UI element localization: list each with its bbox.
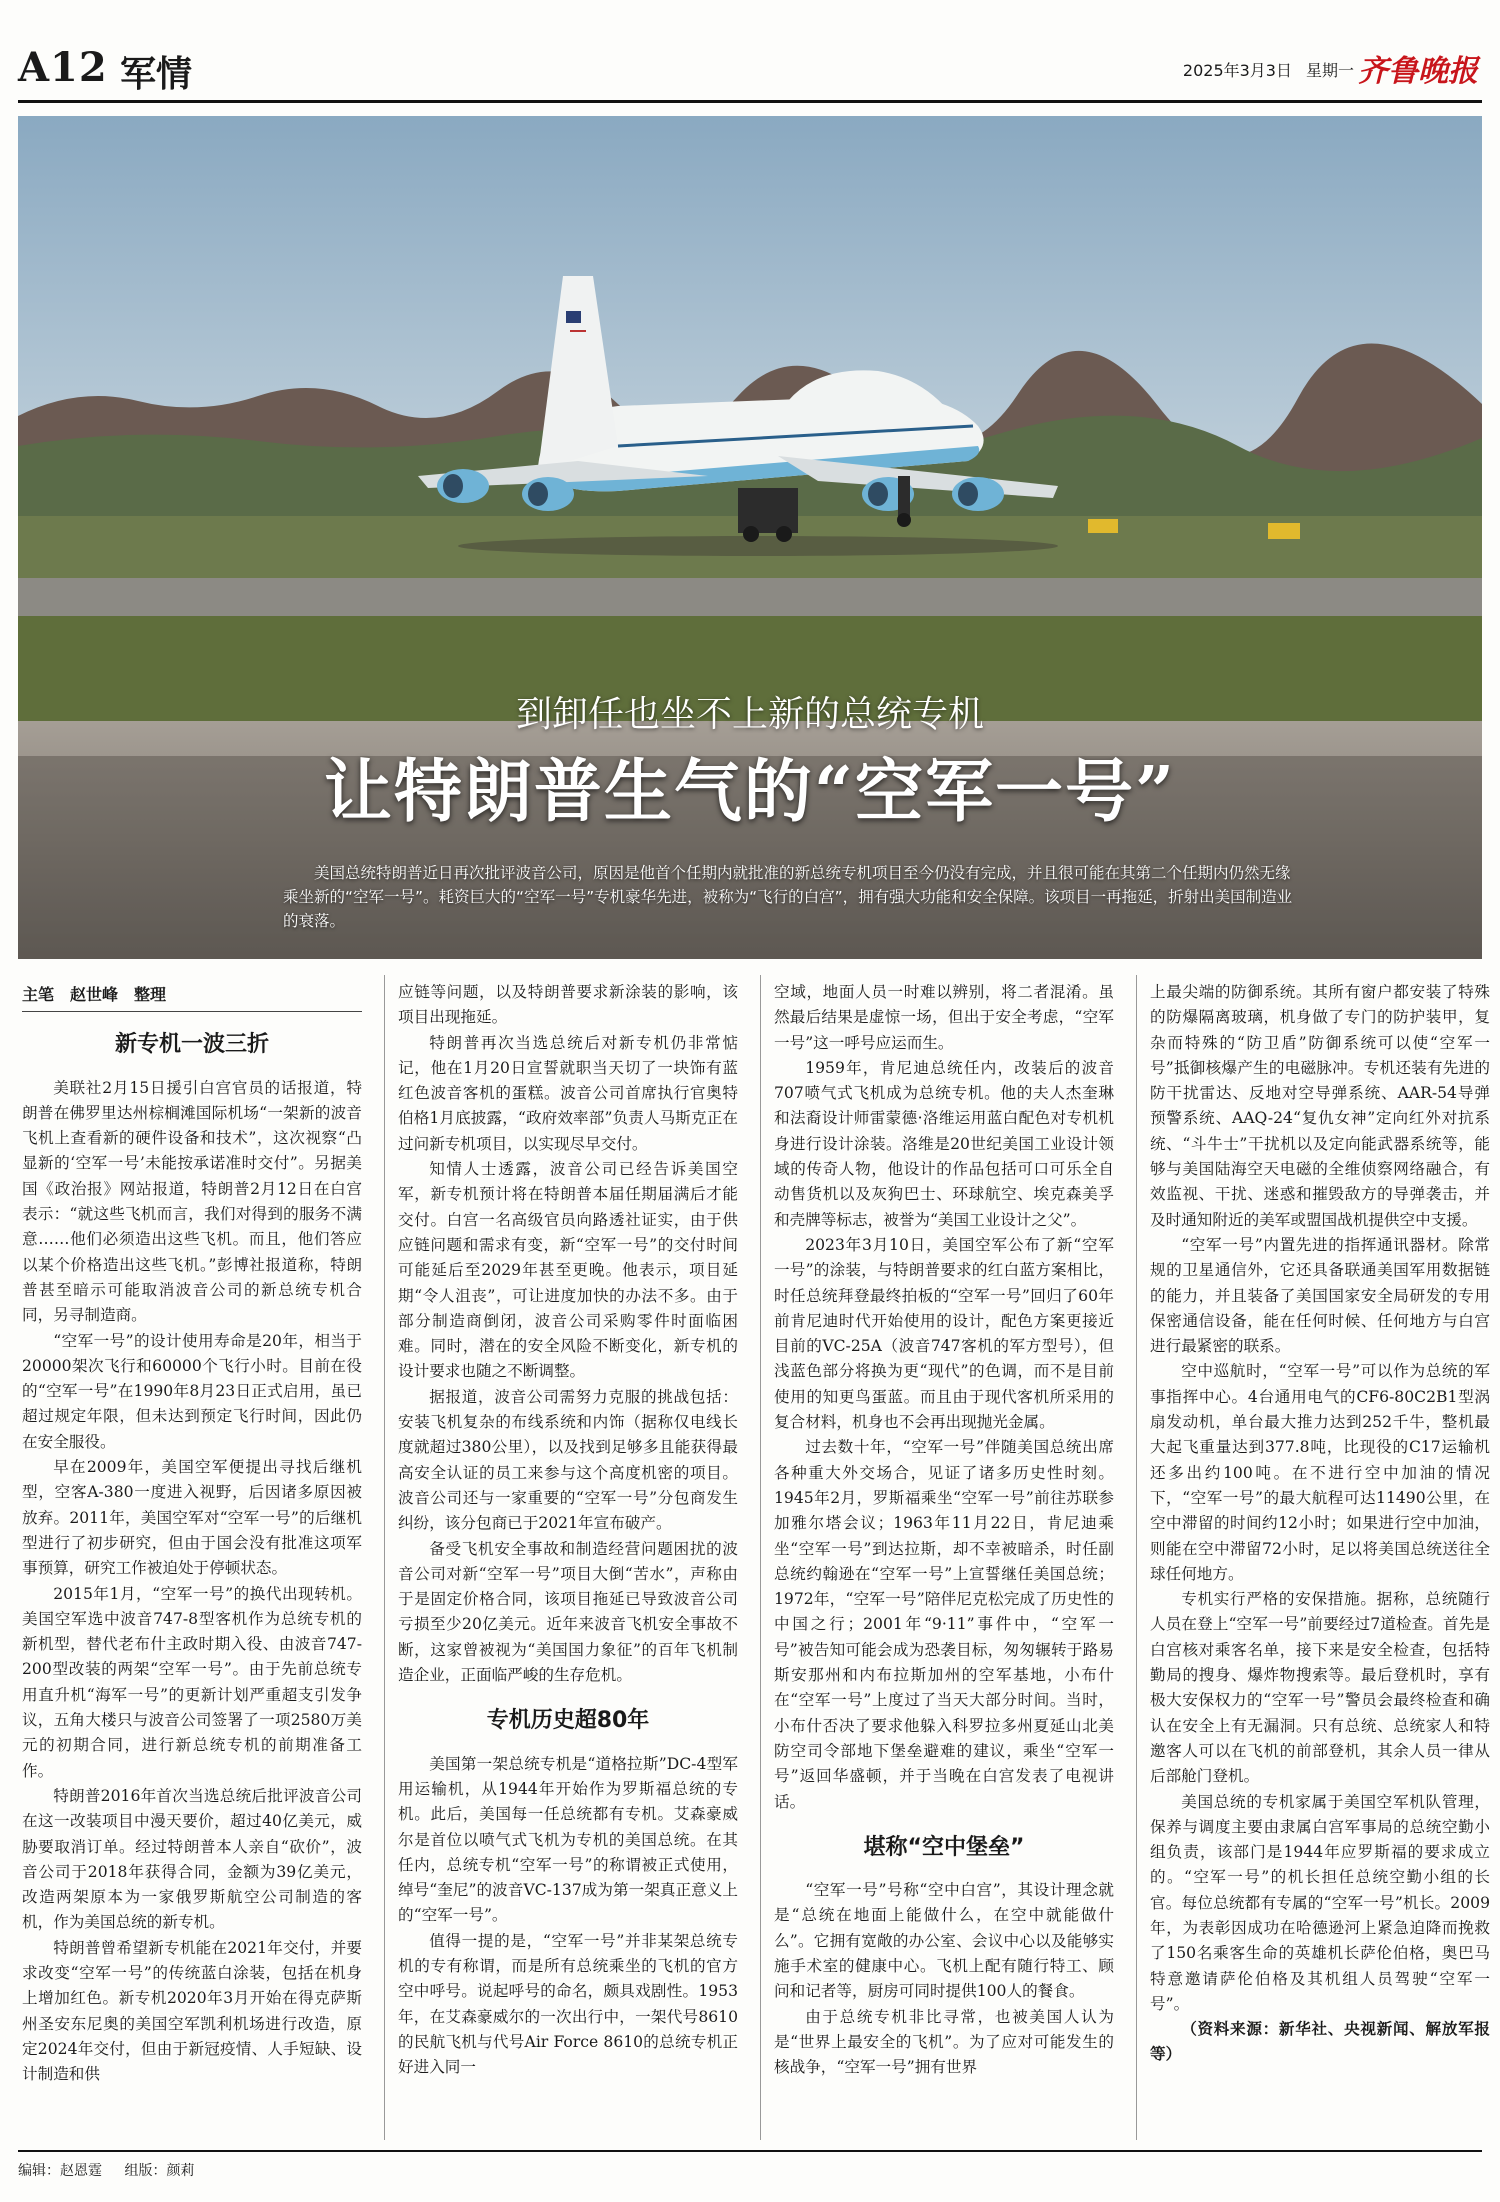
article-column-3 <box>774 980 1114 2080</box>
page-number: A12 <box>18 44 108 91</box>
paragraph: 2023年3月10日，美国空军公布了新“空军一号”的涂装，与特朗普要求的红白蓝方案相比，时任总统拜登最终拍板的“空军一号”回归了60年前肯尼迪时代开始使用的设计，配色方案更接近目前的VC-25A（波音747客机的军方型号），但浅蓝色部分将换为更“现代”的色调，而不是目前使用的知更鸟蛋蓝。而且由于现代客机所采用的复合材料，机身也不会再出现抛光金属。 <box>774 1235 1114 1432</box>
column-divider <box>384 975 385 2140</box>
lead-photo <box>18 116 1482 959</box>
section-heading: 专机历史超80年 <box>486 1708 650 1734</box>
header-rule <box>18 100 1482 103</box>
paragraph: 特朗普再次当选总统后对新专机仍非常惦记，他在1月20日宣誓就职当天切了一块饰有蓝红色波音客机的蛋糕。波音公司首席执行官奥特伯格1月底披露，“政府效率部”负责人马斯克正在过问新专机项目，以实现尽早交付。 <box>398 1033 738 1153</box>
section-heading: 堪称“空中堡垒” <box>863 1834 1025 1860</box>
article-column-2 <box>398 980 738 2080</box>
paragraph: 特朗普曾希望新专机能在2021年交付，并要求改变“空军一号”的传统蓝白涂装，包括在机身上增加红色。新专机2020年3月开始在得克萨斯州圣安东尼奥的美国空军凯利机场进行改造，原定2024年交付，但由于新冠疫情、人手短缺、设计制造和供 <box>22 1938 362 2084</box>
lead-paragraph: 美国总统特朗普近日再次批评波音公司，原因是他首个任期内就批准的新总统专机项目至今仍没有完成，并且很可能在其第二个任期内仍然无缘乘坐新的“空军一号”。耗资巨大的“空军一号”专机豪华先进，被称为“飞行的白宫”，拥有强大功能和安全保障。该项目一再拖延，折射出美国制造业的衰落。 <box>283 864 1293 930</box>
byline: 主笔 赵世峰 整理 <box>22 982 362 1012</box>
paragraph: 备受飞机安全事故和制造经营问题困扰的波音公司对新“空军一号”项目大倒“苦水”，声称由于是固定价格合同，该项目拖延已导致波音公司亏损至少20亿美元。近年来波音飞机安全事故不断，这家曾被视为“美国国力象征”的百年飞机制造企业，正面临严峻的生存危机。 <box>398 1539 738 1685</box>
paragraph: 上最尖端的防御系统。其所有窗户都安装了特殊的防爆隔离玻璃，机身做了专门的防护装甲，复杂而特殊的“防卫盾”防御系统可以使“空军一号”抵御核爆产生的电磁脉冲。专机还装有先进的防干扰雷达、反地对空导弹系统、AAR-54导弹预警系统、AAQ-24“复仇女神”定向红外对抗系统、“斗牛士”干扰机以及定向能武器系统等，能够与美国陆海空天电磁的全维侦察网络融合，有效监视、干扰、迷惑和摧毁敌方的导弹袭击，并及时通知附近的美军或盟国战机提供空中支援。 <box>1150 983 1490 1229</box>
editor-credit: 编辑：赵恩霆 <box>18 2163 102 2179</box>
paragraph: 专机实行严格的安保措施。据称，总统随行人员在登上“空军一号”前要经过7道检查。首先是白宫核对乘客名单，接下来是安全检查，包括特勤局的搜身、爆炸物搜索等。最后登机时，享有极大安保权力的“空军一号”警员会最终检查和确认在安全上有无漏洞。只有总统、总统家人和特邀客人可以在飞机的前部登机，其余人员一律从后部舱门登机。 <box>1150 1590 1490 1786</box>
photo-subheadline: 到卸任也坐不上新的总统专机 <box>515 694 984 735</box>
paragraph: 过去数十年，“空军一号”伴随美国总统出席各种重大外交场合，见证了诸多历史性时刻。1945年2月，罗斯福乘坐“空军一号”前往苏联参加雅尔塔会议；1963年11月22日，肯尼迪乘坐“空军一号”到达拉斯，却不幸被暗杀，时任副总统约翰逊在“空军一号”上宣誓继任美国总统；1972年，“空军一号”陪伴尼克松完成了历史性的中国之行；2001年“9·11”事件中，“空军一号”被告知可能会成为恐袭目标，匆匆辗转于路易斯安那州和内布拉斯加州的空军基地，小布什在“空军一号”上度过了当天大部分时间。当时，小布什否决了要求他躲入科罗拉多州夏延山北美防空司令部地下堡垒避难的建议，乘坐“空军一号”返回华盛顿，并于当晚在白宫发表了电视讲话。 <box>774 1438 1114 1811</box>
paragraph: 1959年，肯尼迪总统任内，改装后的波音707喷气式飞机成为总统专机。他的夫人杰奎琳和法裔设计师雷蒙德·洛维运用蓝白配色对专机机身进行设计涂装。洛维是20世纪美国工业设计领域的传奇人物，他设计的作品包括可口可乐全自动售货机以及灰狗巴士、环球航空、埃克森美孚和壳牌等标志，被誉为“美国工业设计之父”。 <box>774 1058 1114 1229</box>
paragraph: “空军一号”内置先进的指挥通讯器材。除常规的卫星通信外，它还具备联通美国军用数据链的能力，并且装备了美国国家安全局研发的专用保密通信设备，能在任何时候、任何地方与白宫进行最紧密的联系。 <box>1150 1235 1490 1356</box>
paragraph: “空军一号”号称“空中白宫”，其设计理念就是“总统在地面上能做什么，在空中就能做什么”。它拥有宽敞的办公室、会议中心以及能够实施手术室的健康中心。飞机上配有随行特工、顾问和记者等，厨房可同时提供100人的餐食。 <box>774 1881 1114 2001</box>
source-credit: （资料来源：新华社、央视新闻、解放军报等） <box>1150 2020 1490 2064</box>
paragraph: 知情人士透露，波音公司已经告诉美国空军，新专机预计将在特朗普本届任期届满后才能交付。白宫一名高级官员向路透社证实，由于供应链问题和需求有变，新“空军一号”的交付时间可能延后至2029年甚至更晚。他表示，项目延期“令人沮丧”，可让进度加快的办法不多。由于部分制造商倒闭，波音公司采购零件时面临困难。同时，潜在的安全风险不断变化，新专机的设计要求也随之不断调整。 <box>398 1160 738 1381</box>
issue-date: 2025年3月3日 <box>1182 61 1292 80</box>
article-column-1 <box>22 980 362 2087</box>
paragraph: 美国第一架总统专机是“道格拉斯”DC-4型军用运输机，从1944年开始作为罗斯福总统的专机。此后，美国每一任总统都有专机。艾森豪威尔是首位以喷气式飞机为专机的美国总统。在其任内，总统专机“空军一号”的称谓被正式使用，绰号“奎尼”的波音VC-137成为第一架真正意义上的“空军一号”。 <box>398 1754 738 1925</box>
main-headline: 让特朗普生气的“空军一号” <box>323 752 1177 832</box>
paragraph: 应链等问题，以及特朗普要求新涂装的影响，该项目出现拖延。 <box>398 983 738 1027</box>
paragraph: 美国总统的专机家属于美国空军机队管理，保养与调度主要由隶属白宫军事局的总统空勤小组负责，该部门是1944年应罗斯福的要求成立的。“空军一号”的机长担任总统空勤小组的长官。每位总统都有专属的“空军一号”机长。2009年，为表彰因成功在哈德逊河上紧急迫降而挽救了150名乘客生命的英雄机长萨伦伯格，奥巴马特意邀请萨伦伯格及其机组人员驾驶“空军一号”。 <box>1150 1792 1490 2013</box>
paragraph: 特朗普2016年首次当选总统后批评波音公司在这一改装项目中漫天要价，超过40亿美元，威胁要取消订单。经过特朗普本人亲自“砍价”，波音公司于2018年获得合同，金额为39亿美元，改造两架原本为一家俄罗斯航空公司制造的客机，作为美国总统的新专机。 <box>22 1786 362 1932</box>
paragraph: 据报道，波音公司需努力克服的挑战包括：安装飞机复杂的布线系统和内饰（据称仅电线长度就超过380公里），以及找到足够多且能获得最高安全认证的员工来参与这个高度机密的项目。波音公司还与一家重要的“空军一号”分包商发生纠纷，该分包商已于2021年宣布破产。 <box>398 1387 738 1533</box>
issue-weekday: 星期一 <box>1305 61 1354 80</box>
layout-credit: 组版：颜莉 <box>124 2163 195 2179</box>
paragraph: 空中巡航时，“空军一号”可以作为总统的军事指挥中心。4台通用电气的CF6-80C2B1型涡扇发动机，单台最大推力达到252千牛，整机最大起飞重量达到377.8吨，比现役的C17运输机还多出约100吨。在不进行空中加油的情况下，“空军一号”的最大航程可达11490公里，在空中滞留的时间约12小时；如果进行空中加油，则能在空中滞留72小时，足以将美国总统送往全球任何地方。 <box>1150 1362 1490 1583</box>
column-divider <box>760 975 761 2140</box>
section-heading: 新专机一波三折 <box>114 1032 269 1058</box>
paragraph: 值得一提的是，“空军一号”并非某架总统专机的专有称谓，而是所有总统乘坐的飞机的官方空中呼号。说起呼号的命名，颇具戏剧性。1953年，在艾森豪威尔的一次出行中，一架代号8610的民航飞机与代号Air Force 8610的总统专机正好进入同一 <box>398 1931 738 2077</box>
paragraph: “空军一号”的设计使用寿命是20年，相当于20000架次飞行和60000个飞行小时。目前在役的“空军一号”在1990年8月23日正式启用，虽已超过规定年限，但未达到预定飞行时间，因此仍在安全服役。 <box>22 1331 362 1451</box>
paragraph: 美联社2月15日援引白宫官员的话报道，特朗普在佛罗里达州棕榈滩国际机场“一架新的波音飞机上查看新的硬件设备和技术”，这次视察“凸显新的‘空军一号’未能按承诺准时交付”。另据美国《政治报》网站报道，特朗普2月12日在白宫表示：“就这些飞机而言，我们对得到的服务不满意……他们必须造出这些飞机。而且，他们答应以某个价格造出这些飞机。”彭博社报道称，特朗普甚至暗示可能取消波音公司的新总统专机合同，另寻制造商。 <box>22 1078 362 1325</box>
paragraph: 2015年1月，“空军一号”的换代出现转机。美国空军选中波音747-8型客机作为总统专机的新机型，替代老布什主政时期入役、由波音747-200型改装的两架“空军一号”。由于先前总统专用直升机“海军一号”的更新计划严重超支引发争议，五角大楼只与波音公司签署了一项2580万美元的初期合同，进行新总统专机的前期准备工作。 <box>22 1584 362 1780</box>
paragraph: 早在2009年，美国空军便提出寻找后继机型，空客A-380一度进入视野，后因诸多原因被放弃。2011年，美国空军对“空军一号”的后继机型进行了初步研究，但由于国会没有批准这项军事预算，研究工作被迫处于停顿状态。 <box>22 1458 362 1578</box>
page-footer <box>18 2150 1482 2180</box>
newspaper-logo: 齐鲁晚报 <box>1358 54 1478 89</box>
paragraph: 由于总统专机非比寻常，也被美国人认为是“世界上最安全的飞机”。为了应对可能发生的核战争，“空军一号”拥有世界 <box>774 2007 1114 2077</box>
section-name: 军情 <box>120 53 193 95</box>
masthead <box>18 40 1482 98</box>
article-column-4 <box>1150 980 1490 2068</box>
column-divider <box>1136 975 1137 2140</box>
paragraph: 空域，地面人员一时难以辨别，将二者混淆。虽然最后结果是虚惊一场，但出于安全考虑，“空军一号”这一呼号应运而生。 <box>774 983 1114 1052</box>
